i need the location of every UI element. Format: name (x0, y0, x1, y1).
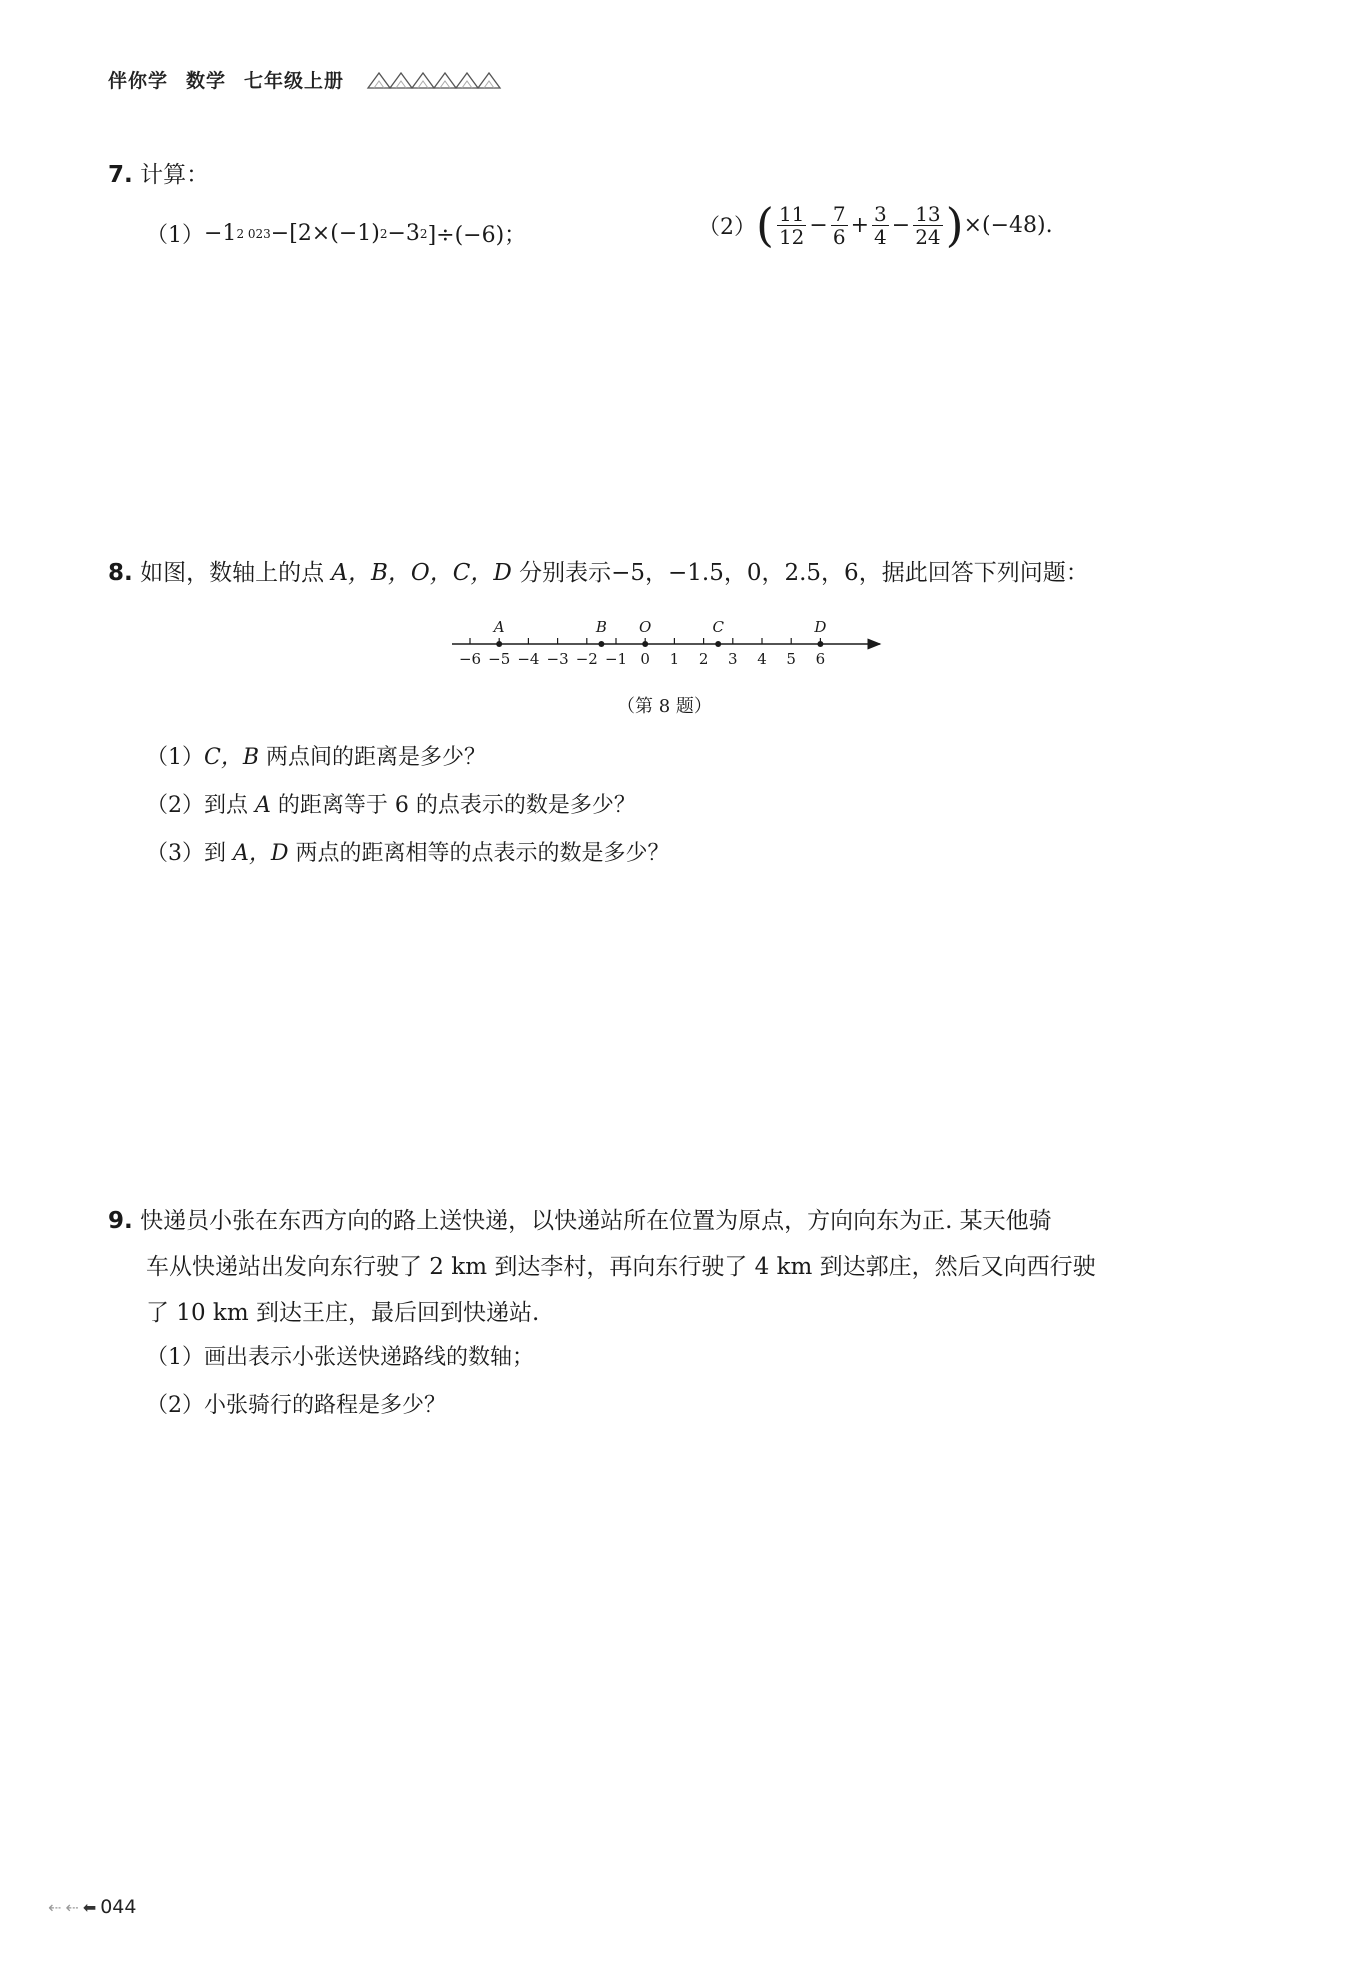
question-8-number: 8. (108, 560, 133, 586)
q7-part1-formula (146, 218, 526, 249)
q8-sub3 (146, 836, 670, 867)
q8-sub1-label: （1） (146, 745, 204, 770)
q8-sub3-pre: 到 (204, 841, 233, 866)
q7-part2-close-paren: ) (945, 198, 964, 252)
number-line-tick-label: −6 (458, 650, 482, 668)
question-7-title (108, 156, 209, 189)
frac2-denominator: 6 (832, 224, 846, 249)
q7-part1-term1: −1 (204, 221, 237, 246)
number-line-point-label: C (712, 618, 724, 636)
q9-sub1-label: （1） (146, 1345, 204, 1370)
q7-part2-label: （2） (698, 214, 756, 240)
question-9-text-line3: 了 10 km 到达王庄，最后回到快递站. (146, 1300, 540, 1326)
number-line-point-b (598, 641, 604, 647)
q7-part2-open-paren: ( (756, 198, 774, 252)
question-7-prompt: 计算： (140, 162, 210, 188)
number-line-tick-label: −2 (575, 650, 598, 668)
q8-sub3-label: （3） (146, 841, 204, 866)
q8-sub2 (146, 788, 636, 819)
number-line-figure (440, 610, 900, 672)
number-line-tick-label: 2 (698, 650, 709, 668)
q8-sub2-label: （2） (146, 793, 204, 818)
number-line-point-label: A (493, 618, 505, 636)
q8-sub1 (146, 740, 486, 771)
arrow-left-icon: ⇠ (48, 1897, 62, 1917)
q8-sub3-post: 两点的距离相等的点表示的数是多少？ (288, 841, 670, 866)
question-9-line1 (108, 1202, 1052, 1235)
number-line-tick-label: 6 (815, 650, 826, 668)
q8-sub2-var: A (255, 793, 271, 818)
number-line-tick-label: −4 (517, 650, 540, 668)
number-line-tick-label: 1 (669, 650, 680, 668)
header-subject: 数学 (186, 70, 227, 92)
frac1-numerator: 11 (778, 201, 805, 226)
q7-part1-exp2: 2 (379, 226, 388, 241)
frac3-numerator: 3 (874, 201, 887, 226)
question-9-text-line2: 车从快递站出发向东行驶了 2 km 到达李村，再向东行驶了 4 km 到达郭庄，然后又向西行驶 (146, 1254, 1096, 1280)
triangle-pattern-icon (366, 69, 506, 91)
q7-part1-label: （1） (146, 223, 204, 248)
frac2-numerator: 7 (832, 201, 846, 226)
q7-part1-term3: −3 (387, 221, 420, 246)
q8-sub2-pre: 到点 (204, 793, 255, 818)
q7-part2-frac1 (777, 203, 806, 248)
frac4-numerator: 13 (915, 201, 941, 226)
q8-sub3-var: A，D (233, 841, 289, 866)
q7-part2-frac3 (872, 203, 889, 248)
question-9-number: 9. (108, 1208, 133, 1234)
page-footer (48, 1896, 136, 1918)
arrow-left-icon: ⬅ (82, 1897, 97, 1917)
number-line-tick-label: −5 (488, 650, 511, 668)
question-7-number: 7. (108, 162, 133, 188)
q7-part2-frac4 (913, 203, 942, 248)
q7-part1-exp3: 2 (419, 226, 428, 241)
question-8-stem (108, 554, 1089, 587)
q9-sub1-text: 画出表示小张送快递路线的数轴； (204, 1345, 535, 1370)
q7-part1-term2: −[2×(−1) (270, 221, 380, 246)
number-line-tick-label: 5 (786, 650, 796, 668)
number-line-point-label: O (639, 618, 652, 636)
question-9-text-line1: 快递员小张在东西方向的路上送快递，以快递站所在位置为原点，方向向东为正. 某天他骑 (140, 1208, 1052, 1234)
frac4-denominator: 24 (915, 224, 941, 249)
q8-sub1-post: 两点间的距离是多少？ (259, 745, 487, 770)
q7-part2-formula (698, 198, 1053, 252)
number-line-tick-label: −3 (546, 650, 569, 668)
page-number: 044 (100, 1896, 137, 1918)
number-line-point-d (817, 641, 823, 647)
header-grade: 七年级上册 (244, 70, 345, 92)
q7-part2-tail: ×(−48). (963, 212, 1053, 238)
q7-part2-frac2 (831, 203, 848, 248)
number-line-point-a (496, 641, 502, 647)
question-8-text-a: 如图，数轴上的点 (140, 560, 332, 586)
number-line-tick-label: 0 (640, 650, 650, 668)
question-8-points: A，B，O，C，D (331, 560, 512, 586)
q9-sub2-label: （2） (146, 1393, 204, 1418)
number-line-point-o (642, 641, 648, 647)
q7-part1-exp1: 2 023 (236, 226, 271, 241)
q9-sub2-text: 小张骑行的路程是多少？ (204, 1393, 447, 1418)
q7-part2-op2: + (850, 212, 870, 238)
q9-sub1 (146, 1340, 534, 1371)
q8-sub1-var: C，B (204, 745, 260, 770)
q7-part1-term4: ]÷(−6)； (427, 223, 527, 248)
frac1-denominator: 12 (778, 224, 805, 249)
page-header (108, 66, 506, 93)
q7-part2-op3: − (891, 212, 911, 238)
frac3-denominator: 4 (874, 224, 887, 249)
number-line-tick-label: 4 (757, 650, 767, 668)
number-line-tick-label: −1 (604, 650, 628, 668)
number-line-point-label: B (595, 618, 607, 636)
figure-caption: （第 8 题） (617, 696, 712, 717)
number-line-point-label: D (814, 618, 827, 636)
header-brand: 伴你学 (108, 70, 169, 92)
question-8-text-b: 分别表示−5，−1.5，0，2.5，6，据此回答下列问题： (511, 560, 1089, 586)
q8-sub2-post: 的距离等于 6 的点表示的数是多少？ (270, 793, 636, 818)
q9-sub2 (146, 1388, 446, 1419)
q7-part2-op1: − (809, 212, 828, 238)
arrow-left-icon: ⇠ (65, 1897, 79, 1917)
number-line-point-c (715, 641, 721, 647)
number-line-tick-label: 3 (728, 650, 738, 668)
